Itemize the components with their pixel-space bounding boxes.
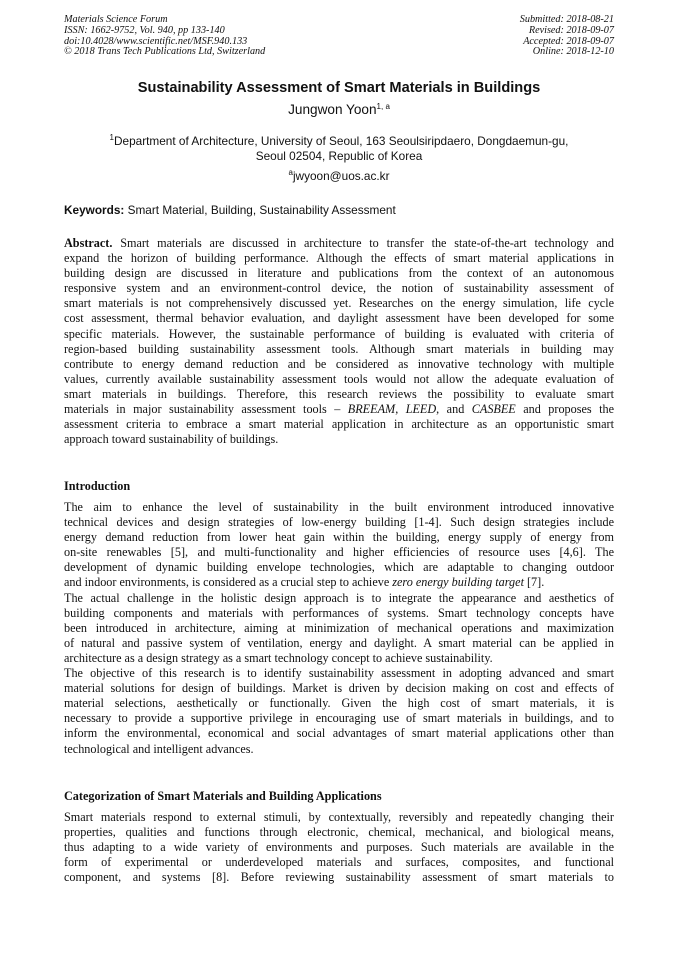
submitted-date: Submitted: 2018-08-21	[519, 14, 614, 25]
email-address: jwyoon@uos.ac.kr	[292, 169, 390, 183]
introduction-line: architecture as a design strategy as a smart technology concept to achieve sustainability.	[64, 650, 493, 665]
affiliation-line-1: Department of Architecture, University of Seoul, 163 Seoulsiripdaero, Dongdaemun-gu,	[114, 134, 569, 148]
abstract-line: materials in major sustainability assessment tools – BREEAM, LEED, and CASBEE and proposes the	[64, 402, 614, 417]
categorization-line: Smart materials respond to external stimuli, by contextually, reversibly and repeatedly changing their	[64, 810, 614, 824]
affiliation	[64, 130, 614, 164]
introduction-line: The objective of this research is to identify sustainability assessment in adopting advanced and smart	[64, 666, 614, 681]
introduction-line: material selections, aesthetically or functionally. Given the high cost of smart materials, it is	[64, 696, 614, 711]
introduction-line: inform the environmental, economical and social advantages of smart material applications other than	[64, 726, 614, 741]
introduction-line: been introduced in architecture, aiming at minimization of mechanical operations and maximization	[64, 620, 614, 635]
abstract-line: cost assessment, thermal behavior evaluation, and daylight assessment have been developed for some	[64, 311, 614, 326]
abstract-line: Abstract. Smart materials are discussed in architecture to transfer the state-of-the-art technology and	[64, 236, 614, 250]
introduction-line: technical devices and design strategies of low-energy building [1-4]. Such design strategies include	[64, 515, 614, 530]
introduction-body	[64, 500, 614, 757]
abstract-line: approach toward sustainability of buildings.	[64, 432, 279, 447]
categorization-heading: Categorization of Smart Materials and Building Applications	[64, 789, 382, 803]
categorization-line: form of experimental or underdeveloped materials and surfaces, composites, and functional	[64, 855, 614, 870]
abstract-line: smart materials in buildings. Therefore, this research reviews the possibility to evaluate smart	[64, 386, 614, 401]
introduction-line: material solutions for design of buildings. Market is driven by decision making on cost and effects of	[64, 681, 614, 696]
introduction-line: development of dynamic building envelope technologies, which are adaptable to changing outdoor	[64, 560, 614, 575]
abstract	[64, 236, 614, 447]
abstract-line: values, currently available sustainability assessment tools would not allow the adequate evaluation of	[64, 371, 614, 386]
categorization-line: properties, qualities and functions through electronic, chemical, mechanical, and biological means,	[64, 825, 614, 840]
author-name: Jungwon Yoon	[288, 102, 377, 117]
abstract-line: responsive system and an environment-control device, the notion of sustainability assessment of	[64, 281, 614, 296]
author-affiliation-marker: 1, a	[376, 102, 390, 111]
categorization-line: component, and systems [8]. Before reviewing sustainability assessment of smart materials to	[64, 870, 614, 885]
affiliation-line-2: Seoul 02504, Republic of Korea	[255, 149, 423, 163]
copyright-line: © 2018 Trans Tech Publications Ltd, Switzerland	[64, 46, 266, 58]
abstract-line: smart materials is not comprehensively discussed yet. Researches on the energy simulation, life cycle	[64, 296, 614, 311]
categorization-line: thus adapting to a wide variety of environments and purposes. Such materials are available in the	[64, 840, 614, 855]
author-line	[0, 102, 678, 117]
categorization-body	[64, 810, 614, 885]
introduction-line: on-site renewables [5], and multi-functionality and higher efficiencies of resource uses [4,6]. The	[64, 545, 614, 560]
introduction-line: building components and materials with performances of systems. Smart technology concepts have	[64, 605, 614, 620]
introduction-line: and indoor environments, is considered as a crucial step to achieve zero energy building target [7].	[64, 575, 545, 590]
abstract-line: specific materials. However, the sustainable performance of building is evaluated with criteria of	[64, 326, 614, 341]
accepted-date: Accepted: 2018-09-07	[523, 35, 614, 47]
introduction-line: necessary to provide a supportive privilege in encouraging use of smart materials in buildings, and to	[64, 711, 614, 726]
email-marker: a	[288, 168, 293, 177]
introduction-line: The aim to enhance the level of sustainability in the built environment introduced innovative	[64, 500, 614, 514]
introduction-line: of natural and passive system of ventilation, energy and daylight. A smart material can be applied in	[64, 635, 614, 650]
abstract-line: expand the horizon of building performance. Although the effects of smart material applications in	[64, 251, 614, 266]
doi-line: doi:10.4028/www.scientific.net/MSF.940.133	[64, 35, 248, 47]
revised-date: Revised: 2018-09-07	[528, 24, 614, 36]
paper-title: Sustainability Assessment of Smart Materials in Buildings	[137, 80, 541, 96]
introduction-line: The actual challenge in the holistic design approach is to integrate the appearance and aesthetics of	[64, 590, 614, 605]
abstract-label: Abstract.	[64, 236, 113, 250]
author-email	[0, 168, 678, 183]
abstract-line: region-based building sustainability assessment tools. Although smart materials in building may	[64, 341, 614, 356]
keywords	[64, 203, 614, 217]
introduction-line: energy demand reduction from lower heat gain within the building, energy supply of energy from	[64, 530, 614, 545]
affiliation-marker: 1	[109, 133, 114, 142]
introduction-line: technological and intelligent advances.	[64, 741, 254, 756]
issn-line: ISSN: 1662-9752, Vol. 940, pp 133-140	[64, 24, 225, 36]
keywords-label: Keywords:	[64, 203, 125, 217]
journal-name: Materials Science Forum	[64, 14, 168, 25]
publication-dates	[520, 15, 614, 58]
abstract-line: assessment criteria to embrace a smart material application in architecture as an opportunistic smart	[64, 417, 614, 432]
online-date: Online: 2018-12-10	[532, 46, 614, 58]
introduction-heading: Introduction	[64, 479, 131, 493]
abstract-line: building design are discussed in literature and publications from the context of an autonomous	[64, 266, 614, 281]
keywords-text: Smart Material, Building, Sustainability Assessment	[127, 203, 396, 217]
journal-info	[64, 15, 265, 58]
abstract-line: contribute to energy demand reduction and be considered as innovative technology with multiple	[64, 356, 614, 371]
